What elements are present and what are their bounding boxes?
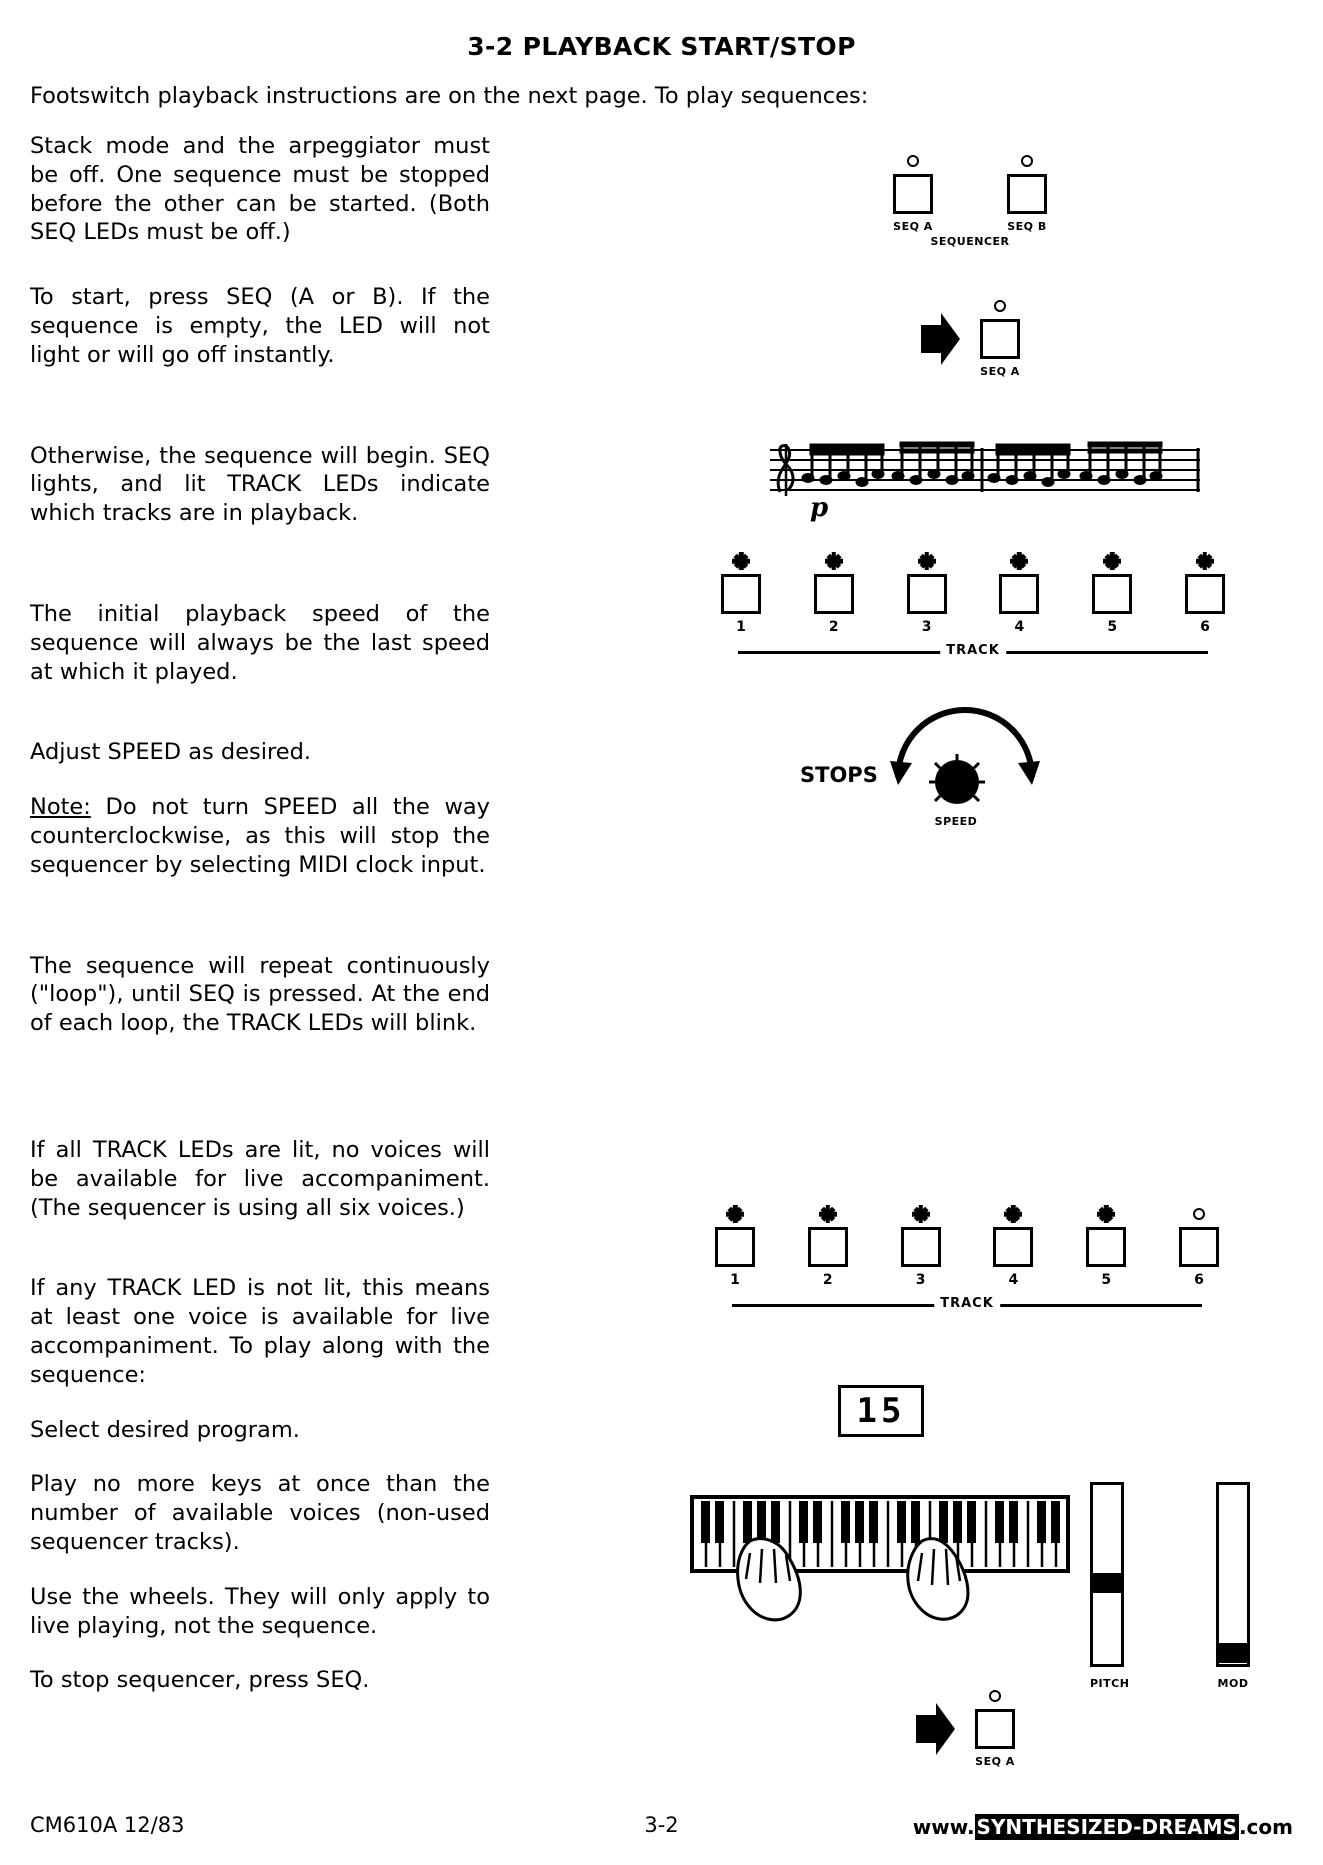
spacer [30,1064,490,1110]
spacer [30,1110,490,1136]
button-face[interactable] [808,1227,848,1267]
body-text-column [30,132,490,1721]
figure-music-notation [770,430,1200,544]
seq-b-label: SEQ B [1007,220,1047,233]
track-number: 3 [921,619,932,635]
button-face[interactable] [893,174,933,214]
track-group-bar [718,643,1228,661]
figure-speed-knob [800,705,1060,828]
led-on-icon [918,552,936,570]
mod-label: MOD [1217,1677,1249,1690]
led-on-icon [726,1205,744,1223]
paragraph-3: Otherwise, the sequence will begin. SEQ lights, and lit TRACK LEDs indicate which tracks are in playback. [30,442,490,527]
track-number: 4 [1014,619,1025,635]
seq-a-button[interactable] [977,300,1023,378]
track-group-label: TRACK [934,1296,1000,1311]
footer-page-number: 3-2 [644,1813,679,1837]
track-button-6[interactable] [1182,555,1228,635]
led-off-icon [1021,155,1033,167]
spacer [30,273,490,283]
button-face[interactable] [1007,174,1047,214]
track-number: 2 [822,1272,833,1288]
track-button-5[interactable] [1083,1208,1129,1288]
seq-a-button[interactable] [890,155,936,233]
track-button-3[interactable] [904,555,950,635]
led-on-icon [1097,1205,1115,1223]
pitch-wheel-knob[interactable] [1093,1573,1121,1593]
mod-wheel-track[interactable] [1216,1482,1250,1667]
program-display [838,1385,924,1437]
seq-b-button[interactable] [1004,155,1050,233]
mod-wheel[interactable] [1216,1482,1250,1690]
paragraph-9: If any TRACK LED is not lit, this means at least one voice is available for live accompaniment. To play along with the sequence: [30,1275,490,1388]
speed-caption: SPEED [934,815,978,828]
track-group-bar [712,1296,1222,1314]
led-on-icon [912,1205,930,1223]
note-label: Note: [30,794,91,821]
figure-keyboard [690,1495,1070,1629]
sequencer-caption: SEQUENCER [930,235,1010,248]
button-face[interactable] [907,574,947,614]
led-on-icon [1010,552,1028,570]
figure-track-row-all-lit [718,555,1228,661]
figure-press-seq-a [880,300,1060,378]
track-number: 5 [1101,1272,1112,1288]
page-title: 3-2 PLAYBACK START/STOP [467,32,856,61]
button-face[interactable] [1086,1227,1126,1267]
track-button-6[interactable] [1176,1208,1222,1288]
spacer [30,396,490,442]
watermark-suffix: .com [1238,1815,1293,1839]
spacer [30,1248,490,1274]
paragraph-1: Stack mode and the arpeggiator must be off. One sequence must be stopped before the other can be started. (Both SEQ LEDs must be off.) [30,133,490,246]
seq-a-button[interactable] [972,1690,1018,1768]
pitch-wheel[interactable] [1090,1482,1129,1690]
footer-document-id: CM610A 12/83 [30,1813,185,1837]
paragraph-10: To stop sequencer, press SEQ. [30,1667,370,1694]
button-face[interactable] [975,1709,1015,1749]
paragraph-7: The sequence will repeat continuously ("loop"), until SEQ is pressed. At the end of each loop, the TRACK LEDs will blink. [30,952,490,1037]
seq-a-label: SEQ A [980,365,1020,378]
pitch-label: PITCH [1090,1677,1130,1690]
mod-wheel-knob[interactable] [1219,1643,1247,1663]
track-number: 1 [736,619,746,635]
keyboard-with-hands-icon [690,1495,1070,1625]
button-face[interactable] [1179,1227,1219,1267]
button-face[interactable] [814,574,854,614]
led-on-icon [819,1205,837,1223]
bullet-2: Play no more keys at once than the number of available voices (non-used sequencer tracks). [30,1471,490,1555]
spacer [30,712,490,738]
program-number: 15 [856,1391,906,1431]
figure-program-display [838,1385,924,1437]
led-off-icon [1193,1208,1205,1220]
track-number: 4 [1008,1272,1019,1288]
track-group-label: TRACK [940,643,1006,658]
watermark-prefix: www. [912,1815,975,1839]
track-number: 5 [1107,619,1118,635]
paragraph-5: Adjust SPEED as desired. [30,739,312,766]
paragraph-8: If all TRACK LEDs are lit, no voices will be available for live accompaniment. (The sequencer is using all six voices.) [30,1136,490,1221]
press-arrow-icon [917,309,963,369]
track-number: 6 [1200,619,1210,635]
track-button-3[interactable] [898,1208,944,1288]
seq-a-label: SEQ A [893,220,933,233]
track-button-2[interactable] [811,555,857,635]
figure-sequencer-buttons [880,155,1060,248]
button-face[interactable] [715,1227,755,1267]
button-face[interactable] [1092,574,1132,614]
button-face[interactable] [721,574,761,614]
track-button-1[interactable] [712,1208,758,1288]
note-text: Do not turn SPEED all the way counterclockwise, as this will stop the sequencer by selecting MIDI clock input. [30,794,490,878]
track-number: 2 [828,619,839,635]
paragraph-4: The initial playback speed of the sequence will always be the last speed at which it played. [30,600,490,685]
stops-label: STOPS [800,763,878,787]
track-number: 1 [730,1272,740,1288]
watermark-highlight: SYNTHESIZED-DREAMS [976,1815,1237,1839]
led-on-icon [1103,552,1121,570]
figure-stop-seq-a [875,1690,1055,1768]
led-on-icon [825,552,843,570]
note-paragraph [30,793,490,879]
spacer [30,906,490,952]
button-face[interactable] [901,1227,941,1267]
pitch-wheel-track[interactable] [1090,1482,1124,1667]
spacer [30,554,490,600]
track-number: 6 [1194,1272,1204,1288]
led-on-icon [732,552,750,570]
track-number: 3 [915,1272,926,1288]
figure-wheels [1090,1482,1270,1690]
track-button-4[interactable] [990,1208,1036,1288]
led-off-icon [989,1690,1001,1702]
track-button-4[interactable] [996,555,1042,635]
figure-track-row-partial [712,1208,1222,1314]
paragraph-2: To start, press SEQ (A or B). If the sequence is empty, the LED will not light or will go off instantly. [30,284,490,368]
led-on-icon [1196,552,1214,570]
track-button-5[interactable] [1089,555,1135,635]
button-face[interactable] [1185,574,1225,614]
button-face[interactable] [999,574,1039,614]
seq-a-label: SEQ A [975,1755,1015,1768]
track-button-2[interactable] [805,1208,851,1288]
speed-knob-control[interactable] [922,749,978,805]
music-staff-icon [770,430,1200,540]
led-off-icon [994,300,1006,312]
bullet-3: Use the wheels. They will only apply to live playing, not the sequence. [30,1583,490,1639]
intro-paragraph: Footswitch playback instructions are on the next page. To play sequences: [30,83,869,109]
track-button-1[interactable] [718,555,764,635]
button-face[interactable] [993,1227,1033,1267]
footer-watermark [913,1815,1293,1839]
bullet-1: Select desired program. [30,1416,300,1443]
led-on-icon [1004,1205,1022,1223]
led-off-icon [907,155,919,167]
press-arrow-icon [912,1699,958,1759]
dynamic-marking: p [810,493,829,523]
button-face[interactable] [980,319,1020,359]
